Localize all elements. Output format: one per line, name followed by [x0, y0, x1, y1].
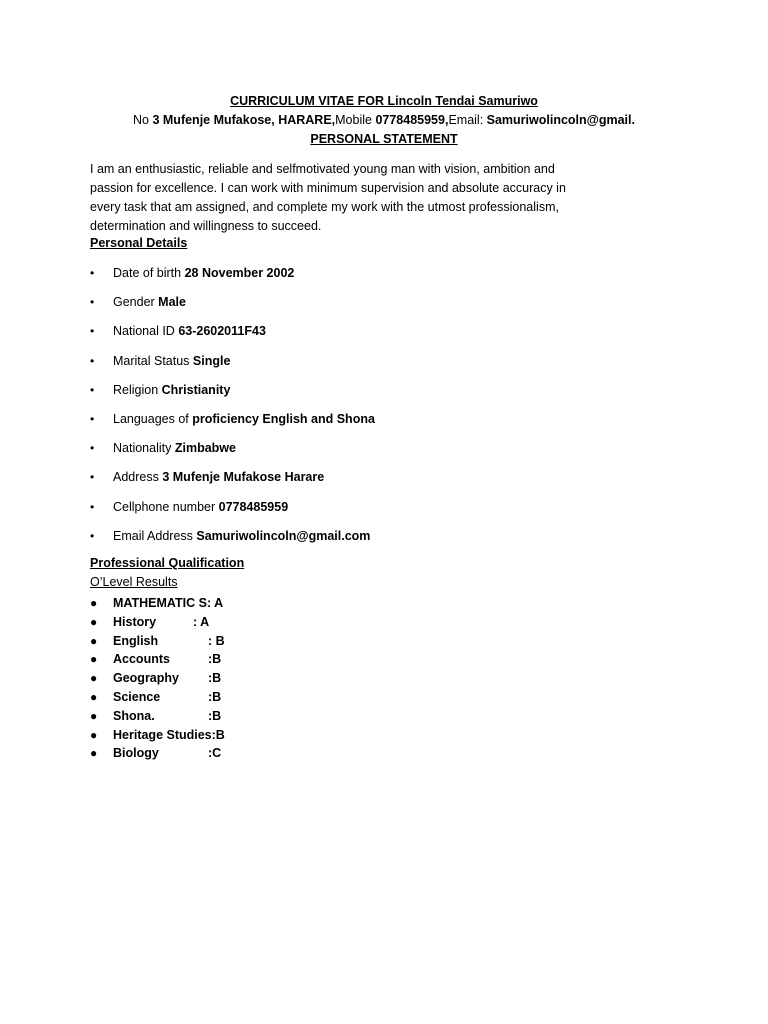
mobile-label: Mobile [335, 113, 376, 127]
personal-statement-heading [0, 132, 768, 146]
detail-label: Marital Status [113, 353, 193, 368]
list-item [90, 528, 375, 557]
detail-label: Date of birth [113, 266, 185, 280]
statement-line: every task that am assigned, and complete my work with the utmost professionalism, [90, 200, 559, 214]
subject-grade: :B [208, 671, 222, 686]
detail-label: Gender [113, 295, 159, 310]
address-value: 3 Mufenje Mufakose, HARARE, [152, 113, 336, 127]
bullet-icon: ● [90, 746, 98, 761]
bullet-icon: ● [90, 633, 98, 648]
detail-label: Nationality [113, 441, 175, 456]
olevel-results-heading: O’Level Results [90, 575, 178, 589]
list-item [90, 689, 225, 708]
bullet-icon: • [90, 353, 95, 368]
subject-grade: : A [206, 596, 224, 610]
personal-details-list [90, 265, 375, 557]
subject-grade: :C [208, 746, 222, 761]
detail-value: 0778485959 [218, 499, 289, 514]
subject-grade: :B [211, 727, 225, 742]
subject-grade: : A [193, 614, 210, 629]
list-item [90, 469, 375, 498]
statement-line: passion for excellence. I can work with minimum supervision and absolute accuracy in [90, 181, 566, 195]
subject-grade: :B [208, 689, 222, 704]
detail-label: National ID [113, 324, 179, 339]
subject-grade: :B [208, 652, 222, 667]
bullet-icon: • [90, 499, 95, 514]
list-item [90, 651, 225, 670]
list-item [90, 440, 375, 469]
cv-title [0, 94, 768, 108]
subject-name: MATHEMATIC S [113, 596, 207, 610]
bullet-icon: ● [90, 727, 98, 742]
subject-name: Geography [113, 671, 179, 686]
subject-name: English [113, 633, 159, 648]
bullet-icon: ● [90, 614, 98, 629]
detail-value: Zimbabwe [174, 441, 236, 456]
bullet-icon: ● [90, 689, 98, 704]
detail-value: Single [192, 353, 231, 368]
list-item [90, 670, 225, 689]
olevel-grades-list [90, 595, 225, 764]
detail-value: Samuriwolincoln@gmail.com [196, 528, 371, 543]
cv-title-text: CURRICULUM VITAE FOR Lincoln Tendai Samuriwo [230, 94, 538, 108]
detail-label: Languages of [113, 411, 193, 426]
subject-name: Science [113, 689, 161, 704]
detail-value: Christianity [161, 382, 231, 397]
address-prefix: No [133, 113, 153, 127]
email-value: Samuriwolincoln@gmail. [486, 113, 635, 127]
list-item [90, 708, 225, 727]
contact-line [0, 113, 768, 127]
detail-value: proficiency English and Shona [192, 411, 375, 426]
personal-details-heading: Personal Details [90, 236, 188, 250]
list-item [90, 595, 225, 614]
statement-line: I am an enthusiastic, reliable and selfmotivated young man with vision, ambition and [90, 162, 555, 176]
list-item [90, 323, 375, 352]
detail-label: Religion [113, 382, 162, 397]
list-item [90, 382, 375, 411]
list-item [90, 727, 225, 746]
list-item [90, 499, 375, 528]
bullet-icon: ● [90, 671, 98, 686]
mobile-value: 0778485959, [375, 113, 449, 127]
bullet-icon: ● [90, 596, 98, 610]
personal-statement-heading-text: PERSONAL STATEMENT [310, 132, 458, 146]
statement-line: determination and willingness to succeed. [90, 219, 322, 233]
list-item [90, 633, 225, 652]
detail-value: 28 November 2002 [184, 266, 295, 280]
subject-grade: :B [208, 708, 222, 723]
email-label: Email: [448, 113, 487, 127]
detail-value: 3 Mufenje Mufakose Harare [162, 470, 325, 485]
personal-statement-text [90, 160, 590, 236]
detail-value: 63-2602011F43 [178, 324, 266, 339]
list-item [90, 294, 375, 323]
detail-value: Male [158, 295, 186, 310]
bullet-icon: • [90, 470, 95, 485]
bullet-icon: • [90, 382, 95, 397]
bullet-icon: • [90, 266, 95, 280]
bullet-icon: • [90, 411, 95, 426]
list-item [90, 353, 375, 382]
subject-name: Shona. [113, 708, 155, 723]
bullet-icon: • [90, 324, 95, 339]
detail-label: Cellphone number [113, 499, 219, 514]
subject-grade: : B [208, 633, 225, 648]
subject-name: Biology [113, 746, 159, 761]
list-item [90, 265, 375, 294]
subject-name: History [113, 614, 157, 629]
professional-qualification-heading: Professional Qualification [90, 556, 245, 570]
bullet-icon: • [90, 528, 95, 543]
bullet-icon: • [90, 295, 95, 310]
list-item [90, 411, 375, 440]
detail-label: Email Address [113, 528, 197, 543]
bullet-icon: • [90, 441, 95, 456]
bullet-icon: ● [90, 708, 98, 723]
list-item [90, 614, 225, 633]
bullet-icon: ● [90, 652, 98, 667]
list-item [90, 745, 225, 764]
subject-name: Accounts [113, 652, 170, 667]
subject-name: Heritage Studies [113, 727, 212, 742]
detail-label: Address [113, 470, 163, 485]
